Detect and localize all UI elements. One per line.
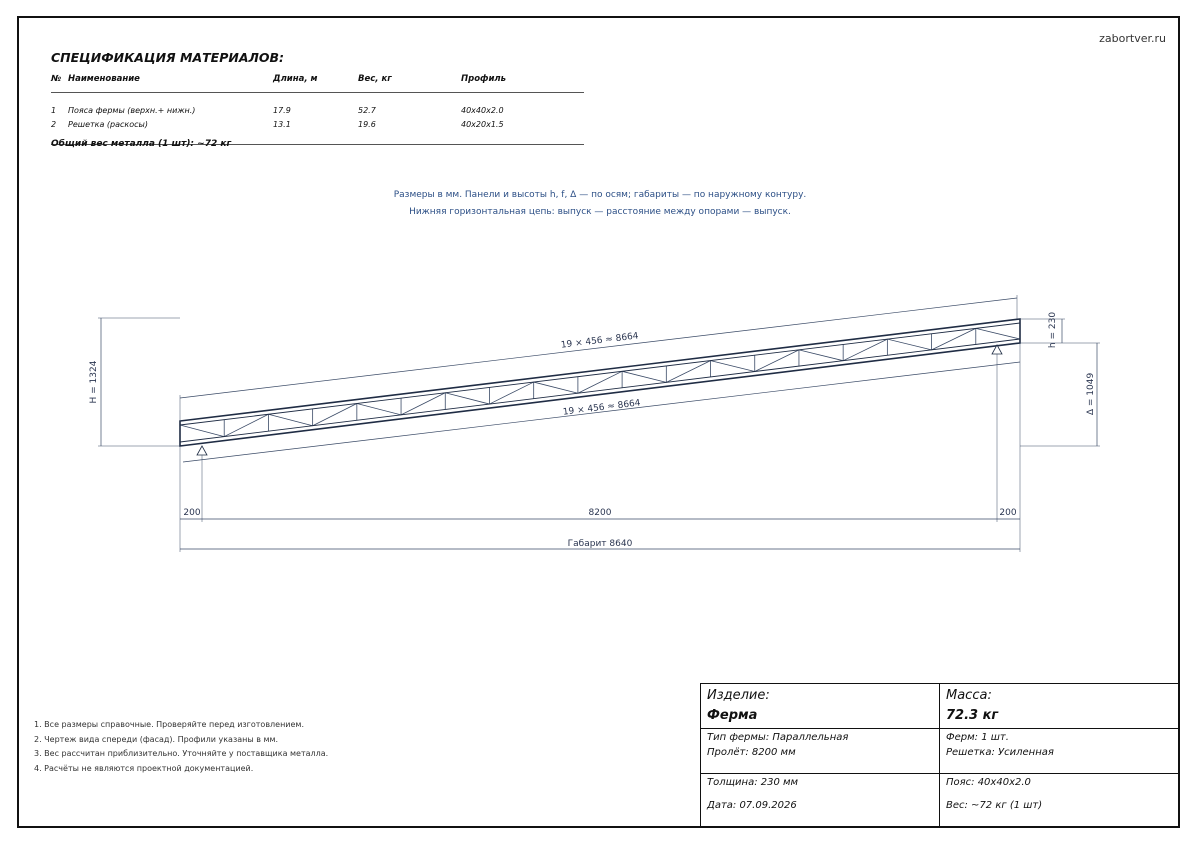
- site-name: zabortver.ru: [1099, 32, 1166, 45]
- truss-diagonal: [843, 339, 887, 361]
- note-item: 4. Расчёты не являются проектной документацией.: [34, 763, 254, 773]
- truss-diagonal: [534, 382, 578, 393]
- tb-divider: [701, 728, 1180, 729]
- spec-total: Общий вес металла (1 шт): ~72 кг: [51, 139, 232, 149]
- tb-date: Дата: 07.09.2026: [707, 800, 797, 811]
- spec-header-length: Длина, м: [273, 74, 318, 84]
- tb-span: Пролёт: 8200 мм: [707, 747, 796, 758]
- truss-diagonal: [755, 350, 799, 372]
- tb-type: Тип фермы: Параллельная: [707, 732, 849, 743]
- spec-header-weight: Вес, кг: [358, 74, 392, 84]
- truss-diagonal: [666, 361, 710, 383]
- spec-header-name: Наименование: [68, 74, 140, 84]
- H-dim: H = 1324: [89, 360, 99, 404]
- note-item: 1. Все размеры справочные. Проверяйте перед изготовлением.: [34, 720, 305, 729]
- support-left: [197, 446, 207, 455]
- spec-cell: 17.9: [273, 106, 291, 115]
- spec-cell: 52.7: [358, 106, 376, 115]
- tb-product-value: Ферма: [707, 708, 758, 723]
- truss-diagonal: [622, 371, 666, 382]
- tb-product-label: Изделие:: [707, 688, 770, 703]
- tb-chord: Пояс: 40x40x2.0: [946, 777, 1031, 788]
- truss-diagonal: [445, 393, 489, 404]
- tb-mass-value: 72.3 кг: [946, 708, 999, 723]
- spec-header-profile: Профиль: [461, 74, 507, 84]
- note-item: 3. Вес рассчитан приблизительно. Уточняйте у поставщика металла.: [34, 749, 329, 758]
- top-chord-dim: 19 × 456 ≈ 8664: [560, 331, 640, 351]
- drawing-note-1: Размеры в мм. Панели и высоты h, f, Δ — по осям; габариты — по наружному контуру.: [393, 190, 807, 200]
- overhang-right-dim: 200: [999, 508, 1017, 518]
- drawing-note-2: Нижняя горизонтальная цепь: выпуск — расстояние между опорами — выпуск.: [409, 207, 791, 217]
- truss-diagonal: [313, 404, 357, 426]
- tb-divider: [939, 684, 940, 828]
- truss-diagonal: [401, 393, 445, 415]
- truss-diagonal: [578, 371, 622, 393]
- spec-cell: 2: [51, 120, 57, 129]
- bottom-chord-dim: 19 × 456 ≈ 8664: [562, 398, 642, 418]
- bottom-chord-inner: [180, 339, 1020, 442]
- spec-cell: 13.1: [273, 120, 291, 129]
- spec-cell: Пояса фермы (верхн.+ нижн.): [68, 106, 196, 115]
- spec-header-num: №: [51, 74, 62, 84]
- tb-count: Ферм: 1 шт.: [946, 732, 1009, 743]
- overall-dim: Габарит 8640: [567, 539, 633, 549]
- truss-diagonal: [268, 414, 312, 425]
- note-item: 2. Чертеж вида спереди (фасад). Профили указаны в мм.: [34, 734, 279, 744]
- tb-thickness: Толщина: 230 мм: [707, 777, 799, 788]
- tb-divider: [701, 773, 1180, 774]
- truss-diagonal: [932, 328, 976, 349]
- spec-cell: 1: [51, 106, 57, 115]
- spec-cell: 40x40x2.0: [461, 106, 504, 115]
- overhang-left-dim: 200: [183, 508, 201, 518]
- spec-cell: Решетка (раскосы): [68, 120, 148, 129]
- truss-diagonal: [489, 382, 533, 404]
- title-block: [700, 683, 1180, 828]
- h-dim: h = 230: [1048, 311, 1058, 349]
- tb-weight: Вес: ~72 кг (1 шт): [946, 800, 1043, 811]
- truss-diagonal: [180, 425, 224, 437]
- truss-diagonal: [357, 404, 401, 415]
- spec-title: СПЕЦИФИКАЦИЯ МАТЕРИАЛОВ:: [51, 50, 285, 65]
- general-notes: [34, 718, 328, 776]
- truss-diagonal: [976, 328, 1020, 339]
- tb-mass-label: Масса:: [946, 688, 992, 703]
- truss-diagonal: [711, 361, 755, 372]
- truss-diagonal: [887, 339, 931, 350]
- span-dim: 8200: [588, 508, 612, 518]
- truss-diagonal: [799, 350, 843, 361]
- tb-lattice: Решетка: Усиленная: [946, 747, 1054, 758]
- spec-cell: 19.6: [358, 120, 376, 129]
- spec-cell: 40x20x1.5: [461, 120, 504, 129]
- delta-dim: Δ = 1049: [1086, 372, 1096, 416]
- truss-diagonal: [224, 414, 268, 436]
